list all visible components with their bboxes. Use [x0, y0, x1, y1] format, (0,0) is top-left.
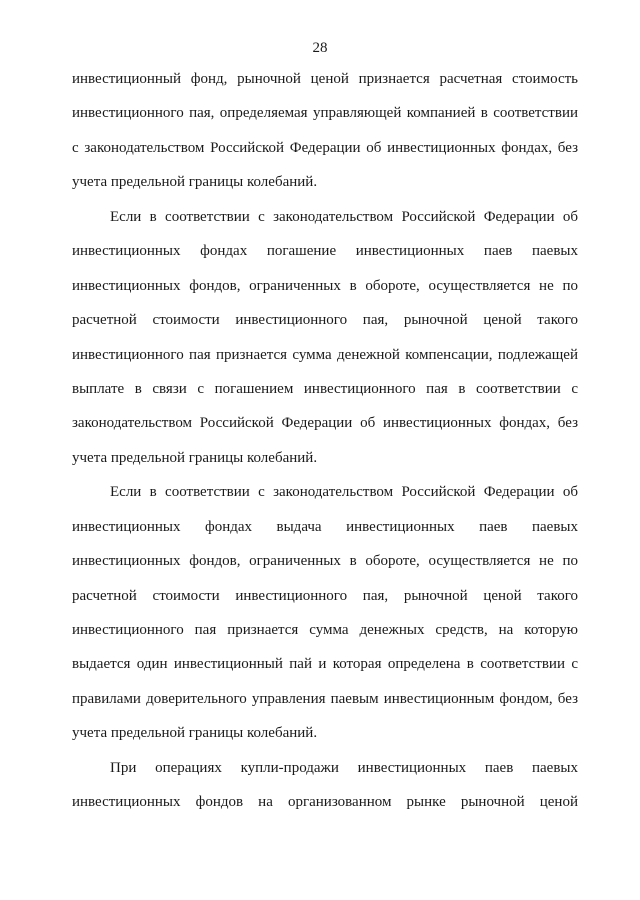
paragraph-2-line: инвестиционных фондах погашение инвестиционных паев паевых [72, 243, 578, 260]
paragraph-3-line: инвестиционных фондах выдача инвестиционных паев паевых [72, 518, 578, 535]
paragraph-2-line: расчетной стоимости инвестиционного пая, рыночной ценой такого [72, 312, 578, 329]
paragraph-1-line: инвестиционный фонд, рыночной ценой признается расчетная стоимость [72, 71, 578, 87]
paragraph-3-line: инвестиционных фондов, ограниченных в обороте, осуществляется не по [72, 553, 578, 570]
paragraph-2-line: инвестиционных фондов, ограниченных в обороте, осуществляется не по [72, 277, 578, 294]
paragraph-2-line: учета предельной границы колебаний. [72, 449, 318, 466]
paragraph-3-line: Если в соответствии с законодательством Российской Федерации об [110, 484, 578, 501]
paragraph-4-line: инвестиционных фондов на организованном рынке рыночной ценой [72, 794, 578, 811]
paragraph-3-line: выдается один инвестиционный пай и которая определена в соответствии с [72, 656, 578, 673]
page-number: 28 [312, 40, 328, 56]
paragraph-3-line: инвестиционного пая признается сумма денежных средств, на которую [72, 622, 578, 638]
paragraph-3-line: учета предельной границы колебаний. [72, 725, 318, 742]
paragraph-3-line: расчетной стоимости инвестиционного пая, рыночной ценой такого [72, 587, 578, 604]
document-body [72, 62, 578, 820]
paragraph-2-line: выплате в связи с погашением инвестиционного пая в соответствии с [72, 380, 578, 397]
paragraph-1-line: учета предельной границы колебаний. [72, 174, 318, 191]
paragraph-1-line: с законодательством Российской Федерации об инвестиционных фондах, без [72, 139, 578, 156]
paragraph-4-line: При операциях купли-продажи инвестиционных паев паевых [110, 759, 578, 776]
paragraph-1-line: инвестиционного пая, определяемая управляющей компанией в соответствии [72, 105, 578, 122]
paragraph-2-line: Если в соответствии с законодательством Российской Федерации об [110, 208, 578, 225]
paragraph-3-line: правилами доверительного управления паевым инвестиционным фондом, без [72, 690, 578, 707]
paragraph-2-line: законодательством Российской Федерации об инвестиционных фондах, без [72, 415, 578, 432]
paragraph-2-line: инвестиционного пая признается сумма денежной компенсации, подлежащей [72, 346, 578, 363]
